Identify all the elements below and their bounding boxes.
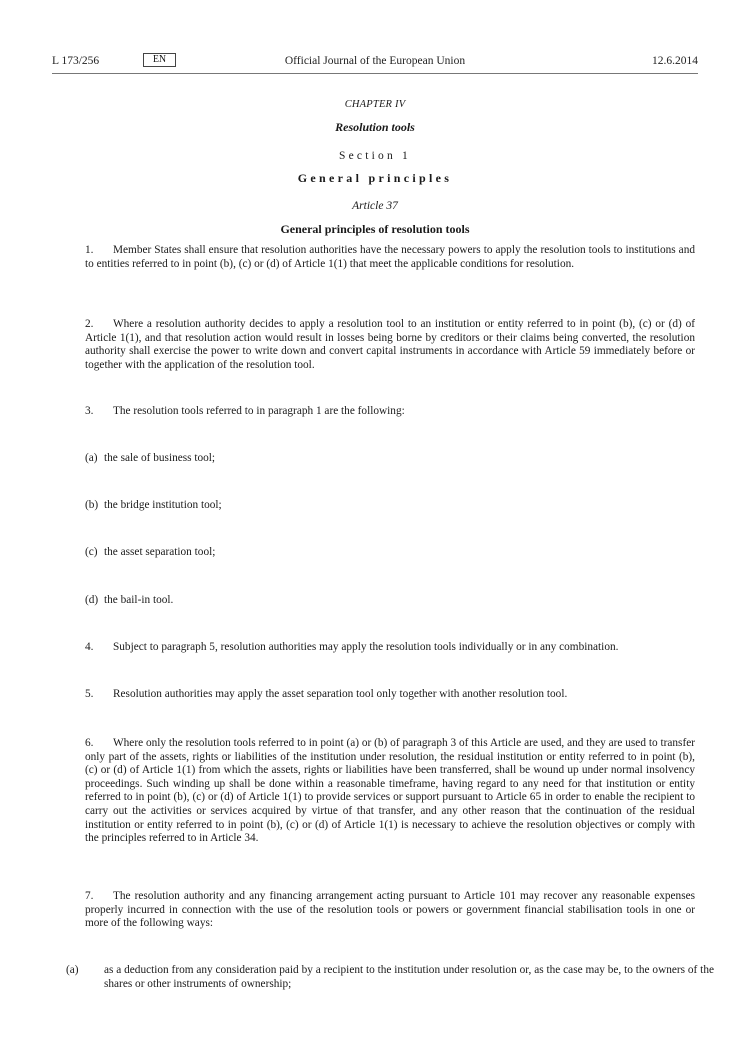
list-text: the bail-in tool. xyxy=(104,594,174,606)
paragraph-6 xyxy=(85,737,695,846)
list-text: the asset separation tool; xyxy=(104,546,216,558)
paragraph-number: 7. xyxy=(85,890,94,902)
chapter-heading: CHAPTER IV xyxy=(344,99,406,110)
recovery-item-a xyxy=(66,964,714,991)
paragraph-1 xyxy=(85,244,695,271)
article-heading: Article 37 xyxy=(352,200,398,212)
paragraph-text: Member States shall ensure that resolution authorities have the necessary powers to apply the resolution tools to institutions and to entities referred to in point (b), (c) or (d) of Article 1(1) that meet the applicable conditions for resolution. xyxy=(85,244,695,270)
paragraph-number: 5. xyxy=(85,688,94,700)
paragraph-number: 3. xyxy=(85,405,94,417)
paragraph-7 xyxy=(85,890,695,931)
header-rule xyxy=(52,73,698,74)
paragraph-number: 4. xyxy=(85,641,94,653)
list-item-a xyxy=(85,452,695,466)
list-item-b xyxy=(85,499,695,513)
paragraph-text: Subject to paragraph 5, resolution authorities may apply the resolution tools individually or in any combination. xyxy=(113,641,619,653)
list-item-d xyxy=(85,594,695,608)
paragraph-number: 6. xyxy=(85,737,94,749)
list-label: (b) xyxy=(85,499,99,511)
chapter-title: Resolution tools xyxy=(335,120,415,134)
paragraph-4 xyxy=(85,641,695,655)
list-text: as a deduction from any consideration paid by a recipient to the institution under resolution or, as the case may be, to the owners of the shares or other instruments of ownership; xyxy=(104,964,714,990)
list-text: the bridge institution tool; xyxy=(104,499,222,511)
paragraph-number: 2. xyxy=(85,318,94,330)
section-heading: Section 1 xyxy=(339,150,411,162)
language-badge: EN xyxy=(143,53,176,67)
article-title: General principles of resolution tools xyxy=(280,222,470,236)
publication-date: 12.6.2014 xyxy=(652,55,698,67)
section-title: General principles xyxy=(297,171,453,185)
list-label: (c) xyxy=(85,546,98,558)
journal-title: Official Journal of the European Union xyxy=(284,55,466,67)
paragraph-text: The resolution tools referred to in paragraph 1 are the following: xyxy=(113,405,405,417)
list-label: (a) xyxy=(66,964,79,976)
paragraph-5 xyxy=(85,688,695,702)
paragraph-3 xyxy=(85,405,695,419)
oj-reference: L 173/256 xyxy=(52,55,100,67)
list-label: (d) xyxy=(85,594,99,606)
paragraph-text: Resolution authorities may apply the asset separation tool only together with another resolution tool. xyxy=(113,688,568,700)
list-text: the sale of business tool; xyxy=(104,452,216,464)
paragraph-text: Where only the resolution tools referred to in point (a) or (b) of paragraph 3 of this Article are used, and they are used to transfer only part of the assets, rights or liabilities of the institution under resolution, the residual institution or entity referred to in point (b), (c) or (d) of Article 1(1) from which the assets, rights or liabilities have been transferred, shall be wound up under normal insolvency proceedings. Such winding up shall be done within a reasonable timeframe, having regard to any need for that institution or entity referred to in point (b), (c) or (d) of Article 1(1) to provide services or support pursuant to Article 65 in order to enable the recipient to carry out the activities or services acquired by virtue of that transfer, and any other reason that the continuation of the residual institution or entity referred to in point (b), (c) or (d) of Article 1(1) is necessary to achieve the resolution objectives or comply with the principles referred to in Article 34. xyxy=(85,737,695,845)
paragraph-number: 1. xyxy=(85,244,94,256)
paragraph-text: Where a resolution authority decides to apply a resolution tool to an institution or entity referred to in point (b), (c) or (d) of Article 1(1), and that resolution action would result in losses being borne by creditors or their claims being converted, the resolution authority shall exercise the power to write down and convert capital instruments in accordance with Article 59 immediately before or together with the application of the resolution tool. xyxy=(85,318,695,371)
list-item-c xyxy=(85,546,695,560)
list-label: (a) xyxy=(85,452,98,464)
paragraph-2 xyxy=(85,318,695,372)
paragraph-text: The resolution authority and any financing arrangement acting pursuant to Article 101 may recover any reasonable expenses properly incurred in connection with the use of the resolution tools or powers or government financial stabilisation tools in one or more of the following ways: xyxy=(85,890,695,930)
